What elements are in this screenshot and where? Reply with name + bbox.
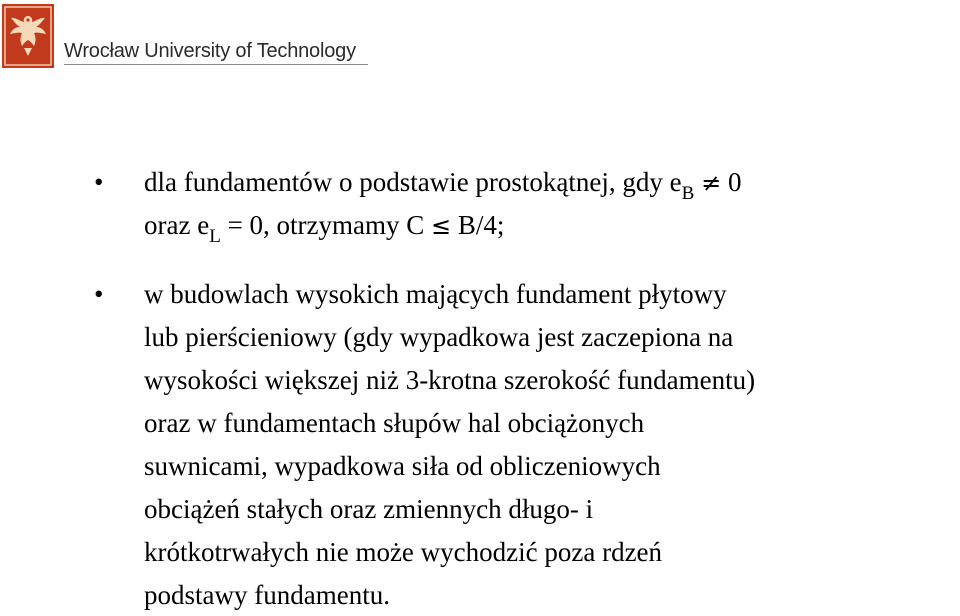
text-line: podstawy fundamentu.	[144, 580, 390, 610]
header-divider	[64, 64, 368, 65]
bullet-marker: •	[94, 279, 104, 309]
text-line: krótkotrwałych nie może wychodzić poza rdzeń	[144, 537, 663, 567]
not-equal-symbol: ≠	[701, 169, 722, 197]
text-line	[144, 161, 960, 204]
text-run: = 0, otrzymamy C	[220, 210, 432, 240]
subscript: B	[681, 183, 695, 204]
text-run: B/4;	[451, 210, 505, 240]
bullet-text	[144, 273, 960, 616]
text-line: oraz w fundamentach słupów hal obciążonych	[144, 408, 645, 438]
university-crest-icon	[2, 4, 54, 68]
less-equal-symbol: ≤	[431, 212, 452, 240]
text-line: obciążeń stałych oraz zmiennych długo- i	[144, 494, 594, 524]
bullet-text	[144, 161, 960, 247]
text-run: dla fundamentów o podstawie prostokątnej, gdy e	[144, 167, 682, 197]
text-line	[144, 204, 960, 247]
bullet-item-2	[0, 273, 960, 616]
university-name: Wrocław University of Technology	[64, 40, 356, 62]
text-run: 0	[721, 167, 742, 197]
text-line: lub pierścieniowy (gdy wypadkowa jest zaczepiona na	[144, 322, 734, 352]
text-line: suwnicami, wypadkowa siła od obliczeniowych	[144, 451, 661, 481]
subscript: L	[209, 226, 221, 247]
text-line: w budowlach wysokich mających fundament płytowy	[144, 279, 727, 309]
bullet-item-1	[0, 161, 960, 251]
bullet-marker: •	[94, 167, 104, 197]
text-run: oraz e	[144, 210, 210, 240]
text-line: wysokości większej niż 3-krotna szerokość fundamentu)	[144, 365, 756, 395]
